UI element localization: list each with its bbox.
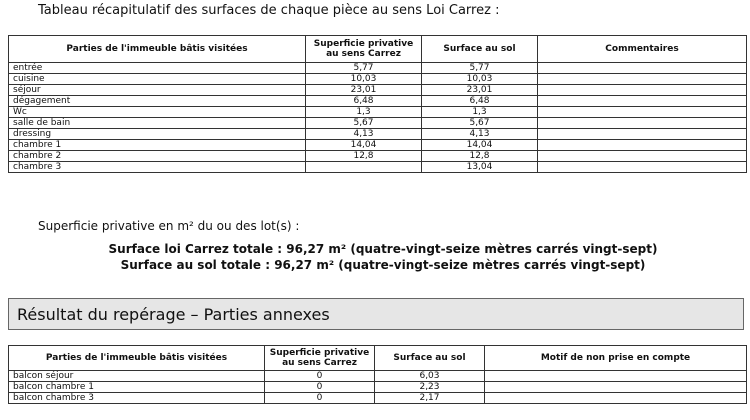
table-cell: 5,77 <box>306 63 422 74</box>
table-cell <box>538 140 747 151</box>
table-cell <box>485 393 747 404</box>
table-cell <box>306 162 422 173</box>
table-cell: 12,8 <box>306 151 422 162</box>
table-row <box>9 118 747 129</box>
total-sol: Surface au sol totale : 96,27 m² (quatre-vingt-seize mètres carrés vingt-sept) <box>120 258 646 272</box>
carrez-table <box>8 35 747 173</box>
column-header: Surface au sol <box>422 36 538 63</box>
table-cell: 23,01 <box>422 85 538 96</box>
table-row <box>9 129 747 140</box>
table-cell: chambre 2 <box>9 151 306 162</box>
table-cell: 10,03 <box>422 74 538 85</box>
table-cell: 5,67 <box>306 118 422 129</box>
table-row <box>9 96 747 107</box>
table-row <box>9 393 747 404</box>
table-row <box>9 74 747 85</box>
annexes-table <box>8 345 747 404</box>
column-header: Superficie privative au sens Carrez <box>265 346 375 371</box>
total-carrez: Surface loi Carrez totale : 96,27 m² (quatre-vingt-seize mètres carrés vingt-sept) <box>108 242 658 256</box>
table-cell <box>538 63 747 74</box>
table-cell <box>538 129 747 140</box>
table-cell: 4,13 <box>306 129 422 140</box>
table-cell: séjour <box>9 85 306 96</box>
table-cell: 10,03 <box>306 74 422 85</box>
table-cell: 4,13 <box>422 129 538 140</box>
column-header: Motif de non prise en compte <box>485 346 747 371</box>
table-cell: 6,48 <box>306 96 422 107</box>
table-cell: 14,04 <box>306 140 422 151</box>
table-cell: 6,48 <box>422 96 538 107</box>
table-cell <box>538 96 747 107</box>
intro-text: Tableau récapitulatif des surfaces de chaque pièce au sens Loi Carrez : <box>38 3 500 18</box>
table-header-row <box>9 36 747 63</box>
column-header: Commentaires <box>538 36 747 63</box>
table-cell: balcon chambre 3 <box>9 393 265 404</box>
table-cell <box>538 151 747 162</box>
table-cell: 1,3 <box>306 107 422 118</box>
column-header: Parties de l'immeuble bâtis visitées <box>9 36 306 63</box>
table-row <box>9 63 747 74</box>
table-cell: salle de bain <box>9 118 306 129</box>
table-cell: 23,01 <box>306 85 422 96</box>
table-row <box>9 107 747 118</box>
table-cell: balcon séjour <box>9 371 265 382</box>
table-header-row <box>9 346 747 371</box>
table-cell: entrée <box>9 63 306 74</box>
table-cell <box>485 382 747 393</box>
table-cell: cuisine <box>9 74 306 85</box>
table-cell: 2,23 <box>375 382 485 393</box>
table-cell: 1,3 <box>422 107 538 118</box>
table-cell: dressing <box>9 129 306 140</box>
table-cell <box>538 162 747 173</box>
table-cell: balcon chambre 1 <box>9 382 265 393</box>
table-cell: Wc <box>9 107 306 118</box>
table-cell: 6,03 <box>375 371 485 382</box>
table-cell: 14,04 <box>422 140 538 151</box>
table-cell <box>538 74 747 85</box>
table-cell: 0 <box>265 382 375 393</box>
table-cell: dégagement <box>9 96 306 107</box>
table-cell: 5,77 <box>422 63 538 74</box>
table-cell <box>485 371 747 382</box>
table-cell: chambre 3 <box>9 162 306 173</box>
table-cell: 0 <box>265 371 375 382</box>
table-cell: 5,67 <box>422 118 538 129</box>
table-row <box>9 151 747 162</box>
table-row <box>9 140 747 151</box>
table-row <box>9 162 747 173</box>
table-cell <box>538 85 747 96</box>
table-cell: chambre 1 <box>9 140 306 151</box>
table-cell: 2,17 <box>375 393 485 404</box>
column-header: Superficie privative au sens Carrez <box>306 36 422 63</box>
table-cell <box>538 118 747 129</box>
column-header: Parties de l'immeuble bâtis visitées <box>9 346 265 371</box>
table-cell: 0 <box>265 393 375 404</box>
lot-text: Superficie privative en m² du ou des lot(s) : <box>38 219 300 233</box>
column-header: Surface au sol <box>375 346 485 371</box>
section-title: Résultat du repérage – Parties annexes <box>8 298 744 330</box>
table-cell: 13,04 <box>422 162 538 173</box>
table-cell <box>538 107 747 118</box>
table-row <box>9 371 747 382</box>
table-cell: 12,8 <box>422 151 538 162</box>
table-row <box>9 85 747 96</box>
watermark-mask <box>272 186 462 212</box>
table-row <box>9 382 747 393</box>
